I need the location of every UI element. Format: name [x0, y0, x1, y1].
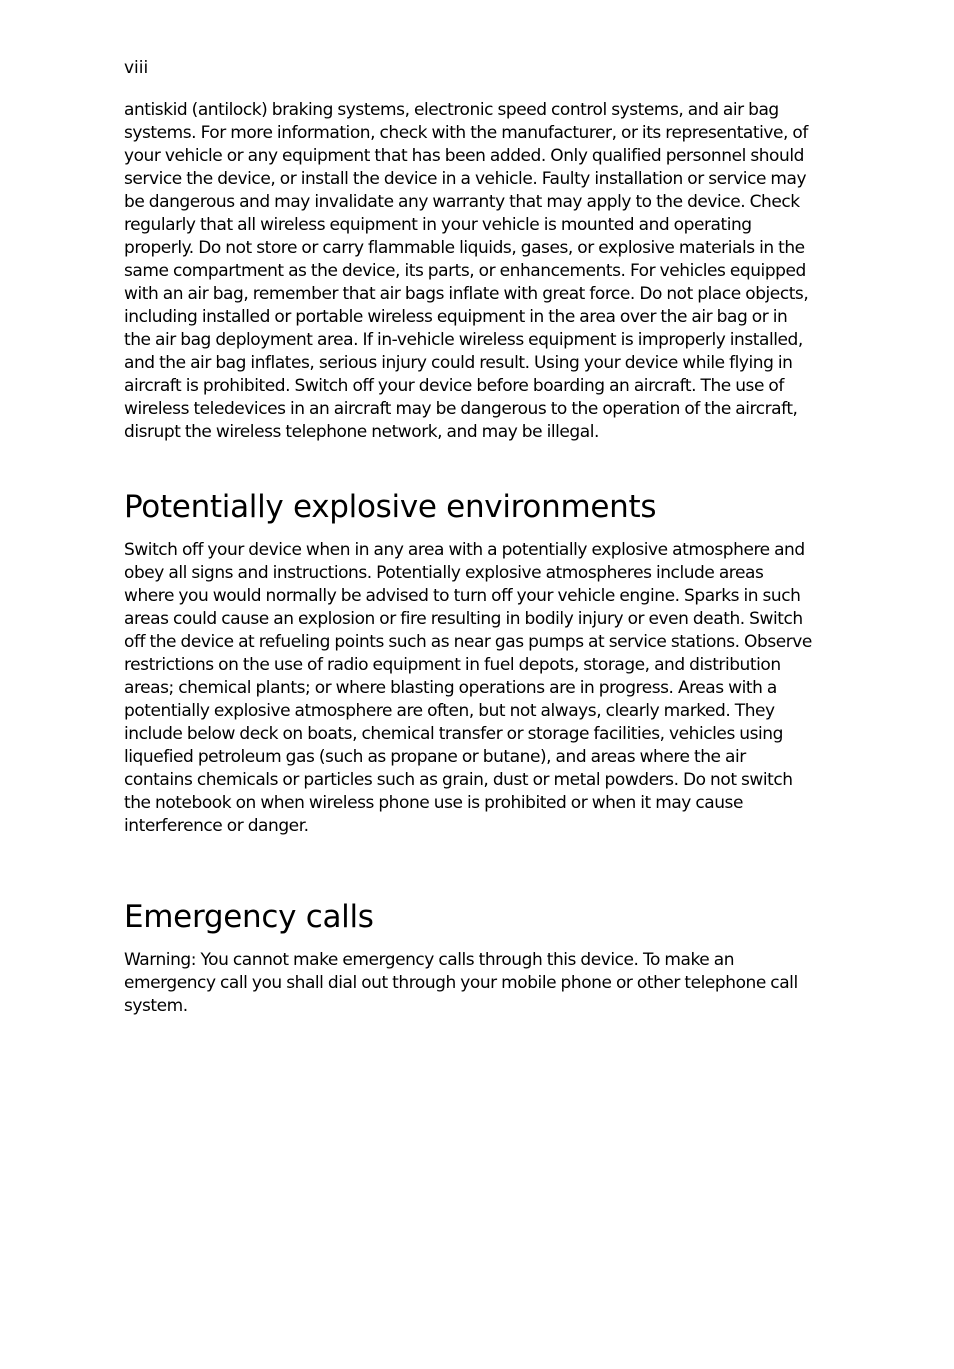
paragraph-vehicle-safety: antiskid (antilock) braking systems, electronic speed control systems, and air bag systems. For more information, check with the manufacturer, or its representative, of your vehicle or any equipment that has been added. Only qualified personnel should service the device, or install the device in a vehicle. Faulty installation or service may be dangerous and may invalidate any warranty that may apply to the device. Check regularly that all wireless equipment in your vehicle is mounted and operating properly. Do not store or carry flammable liquids, gases, or explosive materials in the same compartment as the device, its parts, or enhancements. For vehicles equipped with an air bag, remember that air bags inflate with great force. Do not place objects, including installed or portable wireless equipment in the area over the air bag or in the air bag deployment area. If in-vehicle wireless equipment is improperly installed, and the air bag inflates, serious injury could result. Using your device while flying in aircraft is prohibited. Switch off your device before boarding an aircraft. The use of wireless teledevices in an aircraft may be dangerous to the operation of the aircraft, disrupt the wireless telephone network, and may be illegal. — [124, 100, 809, 442]
page-number: viii — [124, 58, 149, 78]
paragraph-emergency-calls — [124, 949, 814, 1018]
emergency-calls-text: You cannot make emergency calls through this device. To make an emergency call you shall dial out through your mobile phone or other telephone call system. — [124, 950, 798, 1016]
warning-label: Warning: — [124, 950, 197, 970]
heading-explosive-environments: Potentially explosive environments — [124, 489, 657, 525]
heading-emergency-calls: Emergency calls — [124, 899, 374, 935]
paragraph-explosive-environments: Switch off your device when in any area with a potentially explosive atmosphere and obey all signs and instructions. Potentially explosive atmospheres include areas where you would normally be advised to turn off your vehicle engine. Sparks in such areas could cause an explosion or fire resulting in bodily injury or even death. Switch off the device at refueling points such as near gas pumps at service stations. Observe restrictions on the use of radio equipment in fuel depots, storage, and distribution areas; chemical plants; or where blasting operations are in progress. Areas with a potentially explosive atmosphere are often, but not always, clearly marked. They include below deck on boats, chemical transfer or storage facilities, vehicles using liquefied petroleum gas (such as propane or butane), and areas where the air contains chemicals or particles such as grain, dust or metal powders. Do not switch the notebook on when wireless phone use is prohibited or when it may cause interference or danger. — [124, 540, 812, 836]
